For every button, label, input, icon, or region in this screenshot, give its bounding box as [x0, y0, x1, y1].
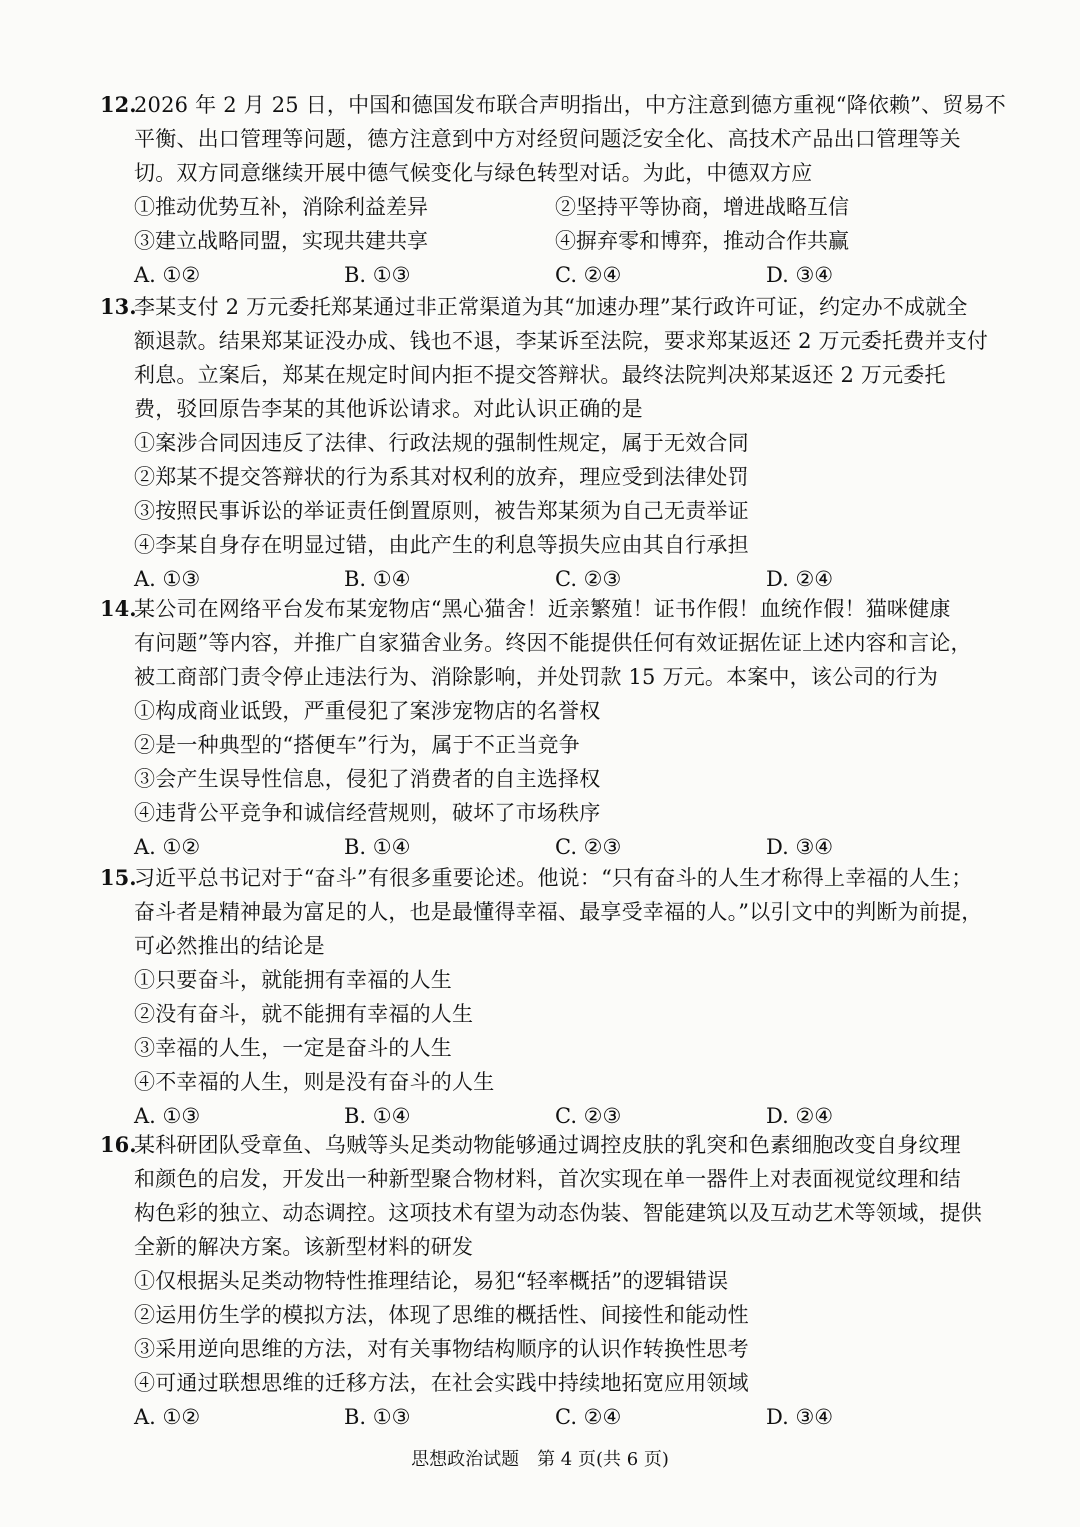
page-footer: 思想政治试题 第 4 页(共 6 页)	[411, 1449, 669, 1470]
stem-line: 习近平总书记对于“奋斗”有很多重要论述。他说：“只有奋斗的人生才称得上幸福的人生；	[134, 866, 973, 890]
stem-line: 有问题”等内容，并推广自家猫舍业务。终因不能提供任何有效证据佐证上述内容和言论，	[134, 631, 972, 655]
stem-line: 某科研团队受章鱼、乌贼等头足类动物能够通过调控皮肤的乳突和色素细胞改变自身纹理	[134, 1133, 961, 1157]
option-4: ④摒弃零和博弈，推动合作共赢	[555, 229, 849, 253]
choice-c: C. ②④	[555, 263, 622, 287]
choice-b: B. ①④	[344, 567, 411, 591]
stem-line: 利息。立案后，郑某在规定时间内拒不提交答辩状。最终法院判决郑某返还 2 万元委托	[134, 363, 946, 387]
question-number: 13.	[100, 294, 137, 319]
choice-c: C. ②③	[555, 567, 622, 591]
choice-d: D. ③④	[766, 835, 834, 859]
option-2: ②是一种典型的“搭便车”行为，属于不正当竞争	[134, 733, 580, 757]
stem-line: 和颜色的启发，开发出一种新型聚合物材料，首次实现在单一器件上对表面视觉纹理和结	[134, 1167, 961, 1191]
choice-a: A. ①③	[134, 1104, 201, 1128]
stem-line: 切。双方同意继续开展中德气候变化与绿色转型对话。为此，中德双方应	[134, 161, 813, 185]
option-3: ③建立战略同盟，实现共建共享	[134, 229, 428, 253]
choice-a: A. ①③	[134, 567, 201, 591]
stem-line: 构色彩的独立、动态调控。这项技术有望为动态伪装、智能建筑以及互动艺术等领域，提供	[134, 1201, 982, 1225]
option-3: ③会产生误导性信息，侵犯了消费者的自主选择权	[134, 767, 601, 791]
choice-b: B. ①④	[344, 835, 411, 859]
option-1: ①只要奋斗，就能拥有幸福的人生	[134, 968, 452, 992]
choice-d: D. ③④	[766, 1405, 834, 1429]
choice-c: C. ②④	[555, 1405, 622, 1429]
choice-b: B. ①③	[344, 263, 411, 287]
stem-line: 2026 年 2 月 25 日，中国和德国发布联合声明指出，中方注意到德方重视“降依赖”、贸易不	[134, 93, 1006, 117]
stem-line: 费，驳回原告李某的其他诉讼请求。对此认识正确的是	[134, 397, 643, 421]
choice-a: A. ①②	[134, 263, 201, 287]
stem-line: 李某支付 2 万元委托郑某通过非正常渠道为其“加速办理”某行政许可证，约定办不成就全	[134, 295, 968, 319]
question-number: 15.	[100, 865, 137, 890]
stem-line: 可必然推出的结论是	[134, 934, 325, 958]
question-number: 14.	[100, 596, 137, 621]
choice-a: A. ①②	[134, 1405, 201, 1429]
choice-c: C. ②③	[555, 835, 622, 859]
option-2: ②郑某不提交答辩状的行为系其对权利的放弃，理应受到法律处罚	[134, 465, 749, 489]
option-4: ④可通过联想思维的迁移方法，在社会实践中持续地拓宽应用领域	[134, 1371, 749, 1395]
option-1: ①案涉合同因违反了法律、行政法规的强制性规定，属于无效合同	[134, 431, 749, 455]
choice-d: D. ③④	[766, 263, 834, 287]
stem-line: 平衡、出口管理等问题，德方注意到中方对经贸问题泛安全化、高技术产品出口管理等关	[134, 127, 961, 151]
option-1: ①仅根据头足类动物特性推理结论，易犯“轻率概括”的逻辑错误	[134, 1269, 729, 1293]
stem-line: 奋斗者是精神最为富足的人，也是最懂得幸福、最享受幸福的人。”以引文中的判断为前提，	[134, 900, 983, 924]
choice-d: D. ②④	[766, 567, 834, 591]
question-number: 16.	[100, 1132, 137, 1157]
option-2: ②坚持平等协商，增进战略互信	[555, 195, 849, 219]
stem-line: 额退款。结果郑某证没办成、钱也不退，李某诉至法院，要求郑某返还 2 万元委托费并支付	[134, 329, 989, 353]
choice-a: A. ①②	[134, 835, 201, 859]
option-4: ④违背公平竞争和诚信经营规则，破坏了市场秩序	[134, 801, 601, 825]
option-3: ③幸福的人生，一定是奋斗的人生	[134, 1036, 452, 1060]
option-1: ①推动优势互补，消除利益差异	[134, 195, 428, 219]
option-4: ④李某自身存在明显过错，由此产生的利息等损失应由其自行承担	[134, 533, 749, 557]
option-2: ②运用仿生学的模拟方法，体现了思维的概括性、间接性和能动性	[134, 1303, 749, 1327]
choice-c: C. ②③	[555, 1104, 622, 1128]
option-2: ②没有奋斗，就不能拥有幸福的人生	[134, 1002, 474, 1026]
option-3: ③按照民事诉讼的举证责任倒置原则，被告郑某须为自己无责举证	[134, 499, 749, 523]
choice-d: D. ②④	[766, 1104, 834, 1128]
stem-line: 被工商部门责令停止违法行为、消除影响，并处罚款 15 万元。本案中，该公司的行为	[134, 665, 939, 689]
option-1: ①构成商业诋毁，严重侵犯了案涉宠物店的名誉权	[134, 699, 601, 723]
option-3: ③采用逆向思维的方法，对有关事物结构顺序的认识作转换性思考	[134, 1337, 749, 1361]
option-4: ④不幸福的人生，则是没有奋斗的人生	[134, 1070, 495, 1094]
choice-b: B. ①④	[344, 1104, 411, 1128]
question-number: 12.	[100, 92, 137, 117]
choice-b: B. ①③	[344, 1405, 411, 1429]
stem-line: 全新的解决方案。该新型材料的研发	[134, 1235, 474, 1259]
stem-line: 某公司在网络平台发布某宠物店“黑心猫舍！近亲繁殖！证书作假！血统作假！猫咪健康	[134, 597, 951, 621]
